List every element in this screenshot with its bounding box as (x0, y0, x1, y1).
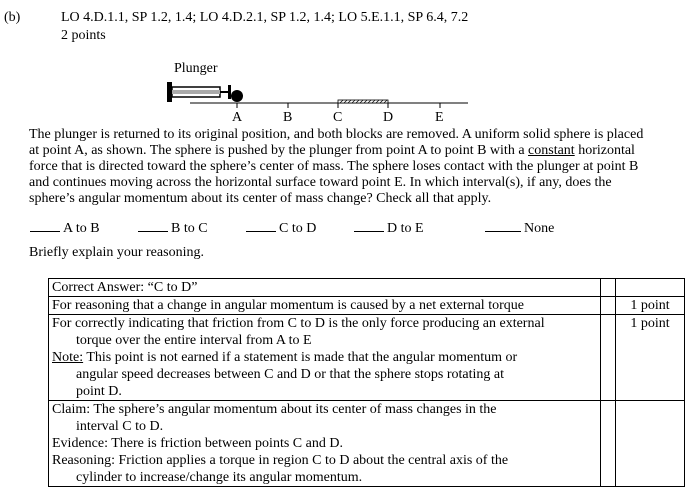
point-label-c: C (333, 110, 343, 125)
checkbox-blank[interactable] (485, 219, 521, 232)
question-line-1: The plunger is returned to its original position, and both blocks are removed. A uniform solid sphere is placed (29, 127, 644, 142)
criterion-1: For reasoning that a change in angular momentum is caused by a net external torque (49, 297, 601, 315)
explain-prompt: Briefly explain your reasoning. (29, 245, 204, 260)
point-label-d: D (383, 110, 394, 125)
checkbox-blank[interactable] (30, 219, 60, 232)
learning-objectives: LO 4.D.1.1, SP 1.2, 1.4; LO 4.D.2.1, SP 1.2, 1.4; LO 5.E.1.1, SP 6.4, 7.2 (61, 10, 469, 25)
plunger-inner (172, 90, 220, 94)
question-line-3: force that is directed toward the sphere’s center of mass. The sphere loses contact with the plunger at point B (29, 159, 639, 174)
correct-answer: Correct Answer: “C to D” (49, 279, 601, 297)
checkbox-blank[interactable] (354, 219, 384, 232)
plunger-diagram (0, 0, 685, 130)
scoring-rubric (48, 278, 685, 487)
question-line-2: at point A, as shown. The sphere is pushed by the plunger from point A to point B with a constant horizontal (29, 143, 635, 158)
option-a-to-b[interactable]: A to B (30, 219, 100, 237)
question-line-5: sphere’s angular momentum about its center of mass change? Check all that apply. (29, 191, 492, 206)
checkbox-blank[interactable] (246, 219, 276, 232)
point-label-b: B (283, 110, 293, 125)
point-2: 1 point (616, 315, 685, 401)
option-c-to-d[interactable]: C to D (246, 219, 316, 237)
plunger-head (228, 85, 231, 99)
point-1: 1 point (616, 297, 685, 315)
constant-emphasis: constant (528, 143, 575, 158)
plunger-label: Plunger (174, 61, 218, 76)
points-total: 2 points (61, 28, 106, 43)
point-label-e: E (435, 110, 444, 125)
option-d-to-e[interactable]: D to E (354, 219, 424, 237)
option-none[interactable]: None (485, 219, 554, 237)
question-text (29, 127, 677, 207)
question-line-4: and continues moving across the horizontal surface toward point E. In which interval(s), if any, does the (29, 175, 612, 190)
criterion-2: For correctly indicating that friction from C to D is the only force producing an external torque over the entire interval from A to E Note: This point is not earned if a statement is made that the angular momentum or angular speed decreases between C and D or that the sphere stops rotating at point D. (49, 315, 601, 401)
sphere (231, 90, 243, 102)
checkbox-blank[interactable] (138, 219, 168, 232)
option-b-to-c[interactable]: B to C (138, 219, 208, 237)
point-label-a: A (232, 110, 243, 125)
sample-response: Claim: The sphere’s angular momentum about its center of mass changes in the interval C to D. Evidence: There is friction between points C and D. Reasoning: Friction applies a torque in region C to D about the central axis of the cylinder to increase/change its angular momentum. (49, 401, 601, 487)
part-label: (b) (4, 10, 21, 25)
note: Note: This point is not earned if a statement is made that the angular momentum or (52, 350, 518, 365)
